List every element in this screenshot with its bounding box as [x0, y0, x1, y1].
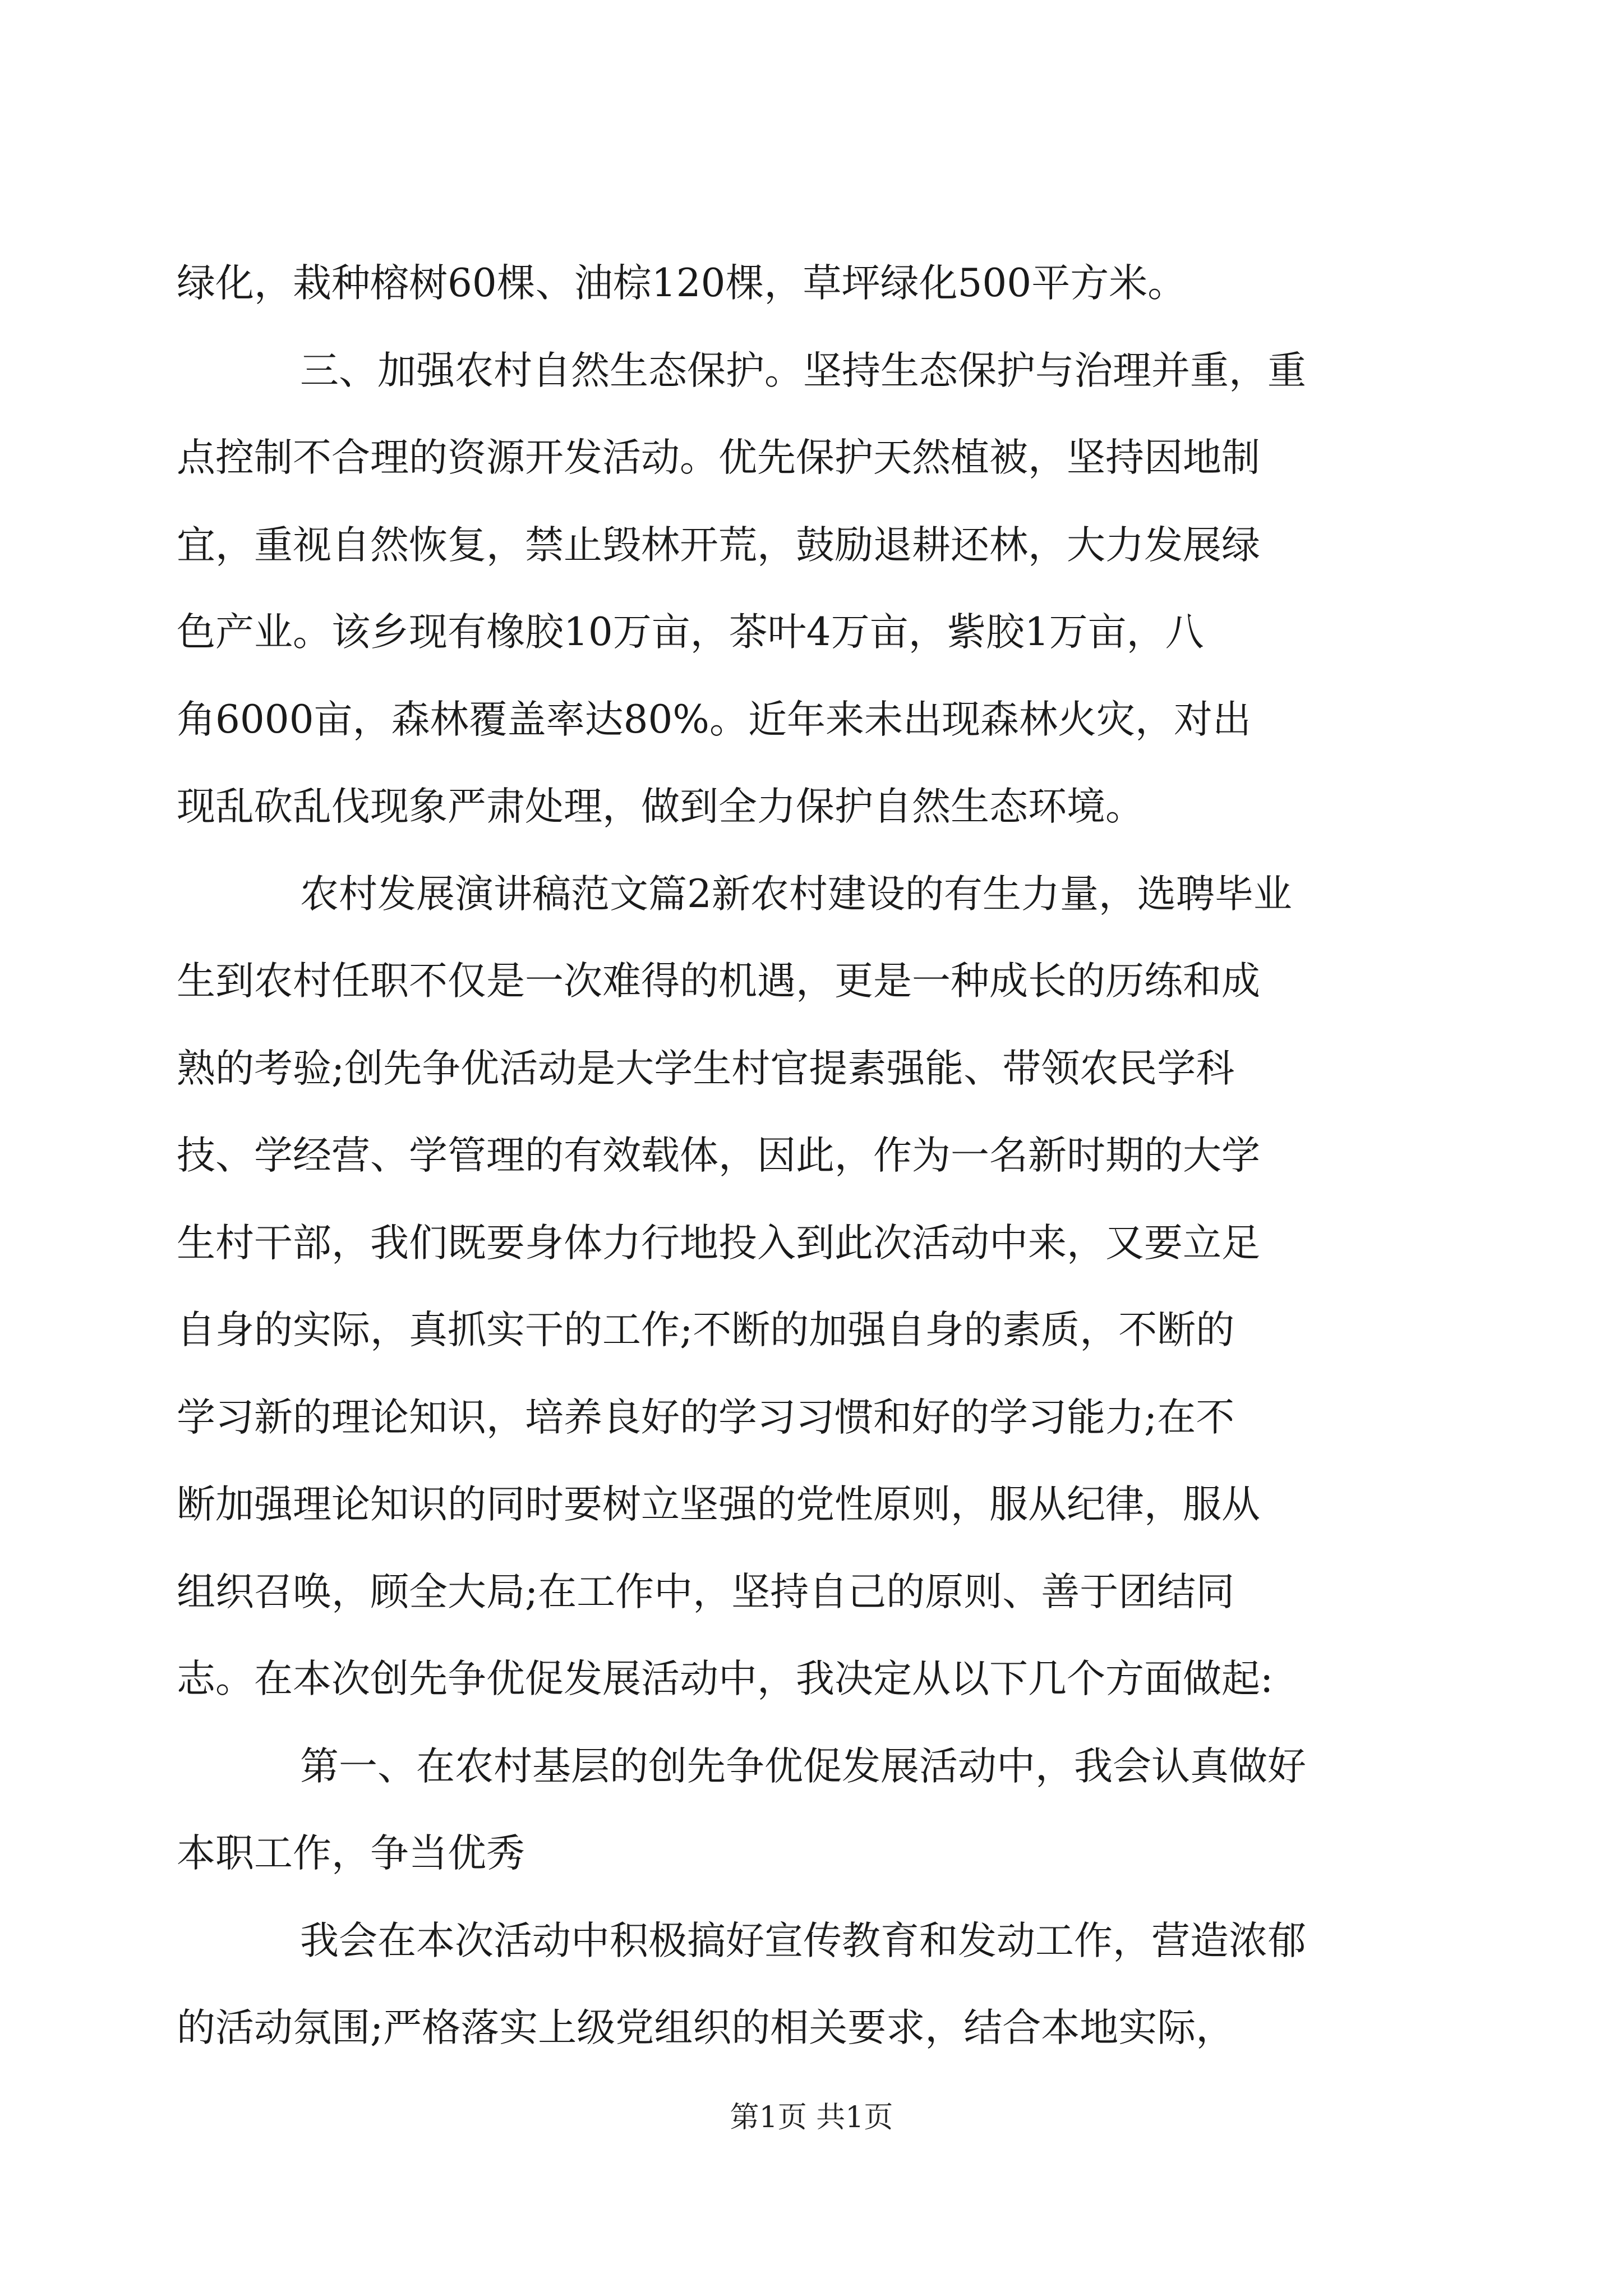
text-line [0, 863, 1623, 925]
text-line [0, 427, 1623, 489]
text-line [0, 1648, 1623, 1710]
text-line [0, 514, 1623, 576]
line-text: 熟的考验;创先争优活动是大学生村官提素强能、带领农民学科 [177, 1046, 1235, 1091]
text-line [0, 1038, 1623, 1099]
text-line [0, 776, 1623, 838]
text-line [0, 1736, 1623, 1797]
line-text: 宜，重视自然恢复，禁止毁林开荒，鼓励退耕还林，大力发展绿 [177, 523, 1260, 568]
line-text: 绿化，栽种榕树60棵、油棕120棵，草坪绿化500平方米。 [177, 261, 1187, 306]
line-text: 农村发展演讲稿范文篇2新农村建设的有生力量，选聘毕业 [300, 872, 1292, 917]
line-text: 断加强理论知识的同时要树立坚强的党性原则，服从纪律，服从 [177, 1482, 1260, 1527]
line-text: 色产业。该乡现有橡胶10万亩，茶叶4万亩，紫胶1万亩，八 [177, 610, 1204, 655]
text-line [0, 252, 1623, 314]
text-line [0, 1387, 1623, 1448]
line-text: 技、学经营、学管理的有效载体，因此，作为一名新时期的大学 [177, 1133, 1260, 1178]
line-text: 三、加强农村自然生态保护。坚持生态保护与治理并重，重 [300, 348, 1306, 393]
text-line [0, 950, 1623, 1012]
text-line [0, 1823, 1623, 1884]
line-text: 的活动氛围;严格落实上级党组织的相关要求，结合本地实际， [177, 2005, 1235, 2050]
text-line [0, 689, 1623, 751]
text-line [0, 1125, 1623, 1186]
text-line [0, 1474, 1623, 1535]
line-text: 组织召唤，顾全大局;在工作中，坚持自己的原则、善于团结同 [177, 1570, 1235, 1614]
page-number-label: 第1页 共1页 [730, 2101, 893, 2134]
line-text: 学习新的理论知识，培养良好的学习习惯和好的学习能力;在不 [177, 1395, 1235, 1440]
line-text: 自身的实际，真抓实干的工作;不断的加强自身的素质，不断的 [177, 1308, 1235, 1352]
line-text: 现乱砍乱伐现象严肃处理，做到全力保护自然生态环境。 [177, 784, 1144, 829]
text-line [0, 1212, 1623, 1274]
text-line [0, 1910, 1623, 1972]
line-text: 我会在本次活动中积极搞好宣传教育和发动工作，营造浓郁 [300, 1918, 1306, 1963]
line-text: 生村干部，我们既要身体力行地投入到此次活动中来，又要立足 [177, 1221, 1260, 1266]
line-text: 点控制不合理的资源开发活动。优先保护天然植被，坚持因地制 [177, 435, 1260, 480]
line-text: 生到农村任职不仅是一次难得的机遇，更是一种成长的历练和成 [177, 959, 1260, 1004]
line-text: 本职工作，争当优秀 [177, 1831, 525, 1876]
line-text: 志。在本次创先争优促发展活动中，我决定从以下几个方面做起: [177, 1657, 1274, 1701]
line-text: 第一、在农村基层的创先争优促发展活动中，我会认真做好 [300, 1744, 1306, 1789]
text-line [0, 1299, 1623, 1361]
text-line [0, 1561, 1623, 1623]
text-line [0, 1997, 1623, 2059]
line-text: 角6000亩，森林覆盖率达80%。近年来未出现森林火灾，对出 [177, 697, 1251, 742]
text-line [0, 340, 1623, 402]
page-footer [0, 2098, 1623, 2137]
text-line [0, 601, 1623, 663]
